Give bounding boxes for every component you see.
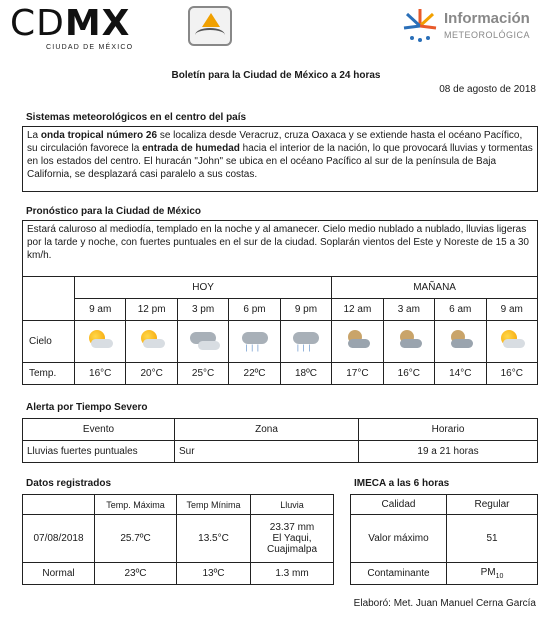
alert-title: Alerta por Tiempo Severo [26, 402, 148, 413]
forecast-temp: 16°C [75, 363, 126, 385]
records-row2-label: Normal [23, 563, 95, 585]
systems-text: La onda tropical número 26 se localiza desde Veracruz, cruza Oaxaca y se extiende hasta el océano Pacífico, su circulación favorece la entrada de humedad hacia el interior de la nación, lo que provocará lluvias y tormentas en los estados del centro. El huracán "John" se ubica en el océano Pacífico al sur de la península de Baja California, se desplazará casi paralelo a sus costas. [22, 126, 538, 192]
imeca-table [350, 494, 538, 585]
rain-cloud-icon: | | | [240, 327, 270, 353]
forecast-temp: 17°C [332, 363, 383, 385]
forecast-sky [126, 321, 177, 363]
forecast-hour: 9 am [75, 299, 126, 321]
alert-zone: Sur [175, 441, 359, 463]
forecast-hour: 3 am [383, 299, 434, 321]
records-row1-rain: 23.37 mm El Yaqui, Cuajimalpa [251, 515, 334, 563]
forecast-sky [383, 321, 434, 363]
forecast-hour: 6 am [435, 299, 486, 321]
forecast-temp: 16°C [486, 363, 538, 385]
records-col-rain: Lluvia [251, 495, 334, 515]
info-meteorologica-logo [400, 6, 548, 50]
records-col-max: Temp. Máxima [95, 495, 177, 515]
cdmx-logo [10, 3, 134, 51]
moon-cloud-icon [394, 327, 424, 353]
info-title: Información [444, 10, 530, 27]
forecast-sky [280, 321, 331, 363]
forecast-sky [486, 321, 538, 363]
today-label: HOY [75, 277, 332, 299]
records-row2-min: 13ºC [177, 563, 251, 585]
imeca-title: IMECA a las 6 horas [354, 478, 450, 489]
records-row2-rain: 1.3 mm [251, 563, 334, 585]
imeca-col-value: Regular [447, 495, 538, 515]
cloud-icon [188, 327, 218, 353]
header [0, 0, 552, 64]
forecast-sky [177, 321, 228, 363]
weather-burst-icon [400, 6, 440, 46]
imeca-row1-value: 51 [447, 515, 538, 563]
alert-col-zone: Zona [175, 419, 359, 441]
forecast-hour: 9 pm [280, 299, 331, 321]
rain-cloud-icon: | | | [291, 327, 321, 353]
forecast-title: Pronóstico para la Ciudad de México [26, 206, 202, 217]
alert-table [22, 418, 538, 463]
forecast-hour: 6 pm [229, 299, 280, 321]
moon-cloud-icon [342, 327, 372, 353]
alert-col-event: Evento [23, 419, 175, 441]
forecast-hour: 12 pm [126, 299, 177, 321]
records-col-min: Temp Mínima [177, 495, 251, 515]
sun-cloud-icon [85, 327, 115, 353]
records-row1-min: 13.5°C [177, 515, 251, 563]
bulletin-title: Boletín para la Ciudad de México a 24 horas [171, 70, 381, 81]
forecast-temp: 22ºC [229, 363, 280, 385]
hour-row [23, 299, 538, 321]
alert-col-time: Horario [359, 419, 538, 441]
sky-row [23, 321, 538, 363]
forecast-hour: 12 am [332, 299, 383, 321]
records-table [22, 494, 334, 585]
temp-label: Temp. [23, 363, 75, 385]
forecast-temp: 16°C [383, 363, 434, 385]
sky-label: Cielo [23, 321, 75, 363]
moon-cloud-icon [445, 327, 475, 353]
bulletin-date: 08 de agosto de 2018 [439, 84, 536, 95]
sun-cloud-icon [497, 327, 527, 353]
alert-event: Lluvias fuertes puntuales [23, 441, 175, 463]
imeca-row2-label: Contaminante [351, 563, 447, 585]
records-title: Datos registrados [26, 478, 112, 489]
forecast-hour: 3 pm [177, 299, 228, 321]
logo-subtitle: CIUDAD DE MÉXICO [46, 44, 134, 51]
forecast-temp: 20°C [126, 363, 177, 385]
temp-row [23, 363, 538, 385]
forecast-hour: 9 am [486, 299, 538, 321]
forecast-temp: 25°C [177, 363, 228, 385]
records-row2-max: 23ºC [95, 563, 177, 585]
forecast-sky [75, 321, 126, 363]
records-row1-label: 07/08/2018 [23, 515, 95, 563]
tomorrow-label: MAÑANA [332, 277, 538, 299]
forecast-text: Estará caluroso al mediodía, templado en la noche y al amanecer. Cielo medio nublado a nublado, lluvias ligeras por la tarde y noche, con fuertes puntuales en el sur de la ciudad. Soplarán vientos del Este y Noreste de 15 a 30 km/h. [22, 220, 538, 276]
author: Elaboró: Met. Juan Manuel Cerna García [353, 598, 536, 609]
records-row1-max: 25.7ºC [95, 515, 177, 563]
logo-left: CD [10, 3, 65, 44]
logo-right: MX [64, 3, 131, 44]
forecast-temp: 14°C [435, 363, 486, 385]
systems-title: Sistemas meteorológicos en el centro del país [26, 112, 247, 123]
info-subtitle: METEOROLÓGICA [444, 30, 531, 40]
sun-cloud-icon [137, 327, 167, 353]
imeca-col-quality: Calidad [351, 495, 447, 515]
alert-time: 19 a 21 horas [359, 441, 538, 463]
civil-protection-seal-icon [188, 6, 232, 46]
forecast-temp: 18ºC [280, 363, 331, 385]
forecast-sky [229, 321, 280, 363]
forecast-table [22, 276, 538, 385]
forecast-sky [332, 321, 383, 363]
imeca-row1-label: Valor máximo [351, 515, 447, 563]
imeca-row2-value: $PM_{10}$ [447, 563, 538, 585]
forecast-sky [435, 321, 486, 363]
